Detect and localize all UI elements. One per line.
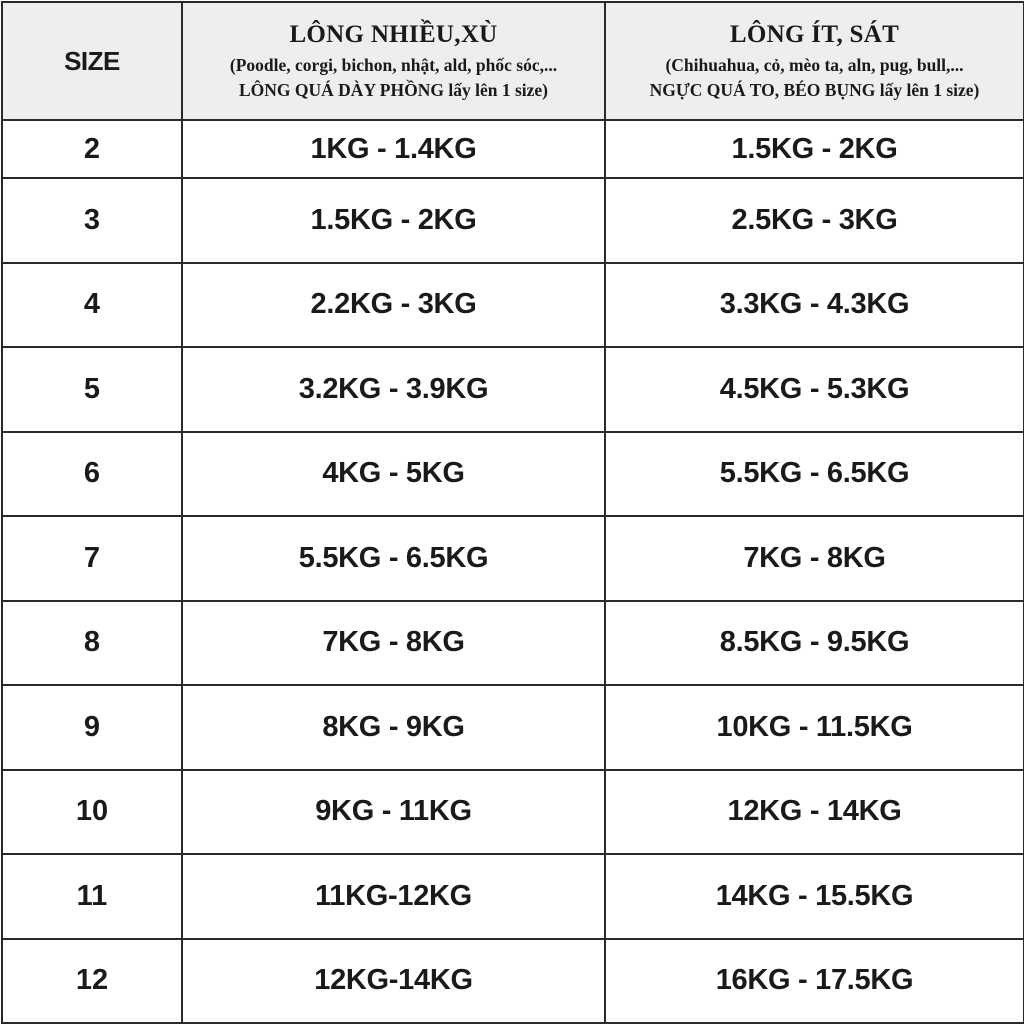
size-cell: 4 [2,263,182,348]
header-thin-fur [605,2,1024,120]
thick-fur-weight-cell: 7KG - 8KG [182,601,605,686]
table-row [2,601,1024,686]
size-cell: 11 [2,854,182,939]
table-row [2,939,1024,1024]
size-cell: 2 [2,120,182,178]
header-size: SIZE [2,2,182,120]
header-thick-fur [182,2,605,120]
thin-fur-weight-cell: 1.5KG - 2KG [605,120,1024,178]
thin-fur-weight-cell: 16KG - 17.5KG [605,939,1024,1024]
header-thick-fur-title: LÔNG NHIỀU,XÙ [289,21,498,48]
table-row [2,178,1024,263]
thin-fur-weight-cell: 10KG - 11.5KG [605,685,1024,770]
thin-fur-weight-cell: 3.3KG - 4.3KG [605,263,1024,348]
thick-fur-weight-cell: 4KG - 5KG [182,432,605,517]
size-cell: 3 [2,178,182,263]
size-cell: 7 [2,516,182,601]
thick-fur-weight-cell: 5.5KG - 6.5KG [182,516,605,601]
thin-fur-weight-cell: 12KG - 14KG [605,770,1024,855]
thick-fur-weight-cell: 3.2KG - 3.9KG [182,347,605,432]
size-cell: 10 [2,770,182,855]
thick-fur-weight-cell: 2.2KG - 3KG [182,263,605,348]
header-thin-fur-title: LÔNG ÍT, SÁT [729,21,900,48]
table-header [2,2,1024,120]
thin-fur-weight-cell: 14KG - 15.5KG [605,854,1024,939]
header-thin-fur-note: NGỰC QUÁ TO, BÉO BỤNG lấy lên 1 size) [649,80,980,100]
header-thin-fur-examples: (Chihuahua, cỏ, mèo ta, aln, pug, bull,... [665,55,964,75]
size-cell: 8 [2,601,182,686]
header-thick-fur-examples: (Poodle, corgi, bichon, nhật, ald, phốc sóc,... [229,55,558,75]
thick-fur-weight-cell: 1.5KG - 2KG [182,178,605,263]
thick-fur-weight-cell: 1KG - 1.4KG [182,120,605,178]
header-row [2,2,1024,120]
size-cell: 12 [2,939,182,1024]
thin-fur-weight-cell: 8.5KG - 9.5KG [605,601,1024,686]
size-cell: 5 [2,347,182,432]
thin-fur-weight-cell: 5.5KG - 6.5KG [605,432,1024,517]
table-row [2,516,1024,601]
thick-fur-weight-cell: 8KG - 9KG [182,685,605,770]
size-chart-table [1,1,1024,1024]
table-row [2,120,1024,178]
thick-fur-weight-cell: 11KG-12KG [182,854,605,939]
size-cell: 9 [2,685,182,770]
thin-fur-weight-cell: 4.5KG - 5.3KG [605,347,1024,432]
thin-fur-weight-cell: 2.5KG - 3KG [605,178,1024,263]
table-body [2,120,1024,1023]
thin-fur-weight-cell: 7KG - 8KG [605,516,1024,601]
header-thick-fur-note: LÔNG QUÁ DÀY PHỒNG lấy lên 1 size) [239,80,548,100]
table-row [2,685,1024,770]
size-cell: 6 [2,432,182,517]
table-row [2,347,1024,432]
thick-fur-weight-cell: 12KG-14KG [182,939,605,1024]
table-row [2,854,1024,939]
table-row [2,263,1024,348]
thick-fur-weight-cell: 9KG - 11KG [182,770,605,855]
table-row [2,432,1024,517]
table-row [2,770,1024,855]
